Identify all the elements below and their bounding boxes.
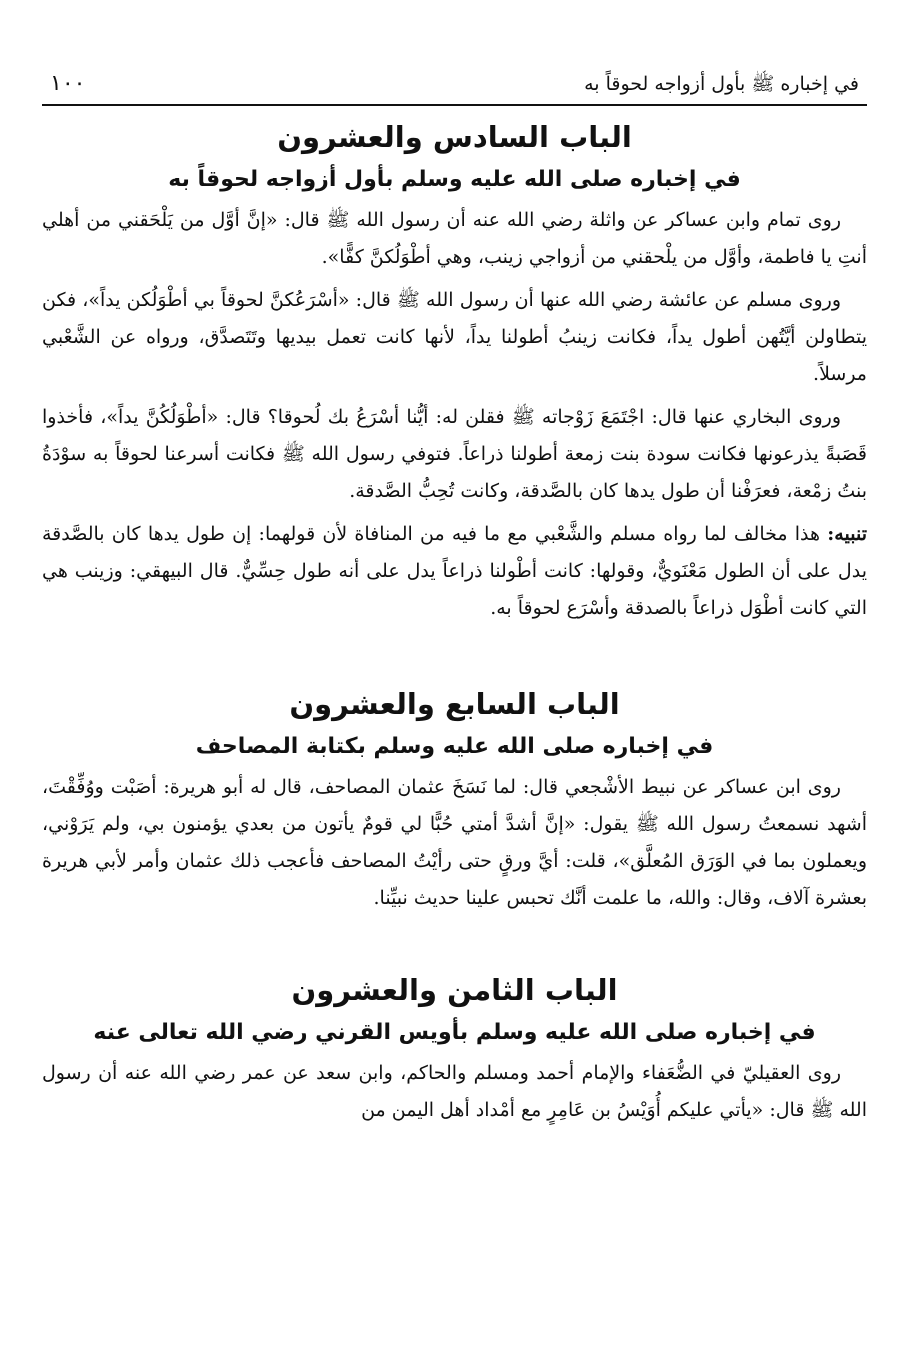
chapter-28 [42,971,867,1129]
running-title: في إخباره ﷺ بأول أزواجه لحوقاً به [584,73,859,95]
note-label: تنبيه: [827,523,867,545]
chapter-26 [42,118,867,627]
chapter-subtitle: في إخباره صلى الله عليه وسلم بأول أزواجه لحوقاً به [168,167,741,192]
chapter-subtitle: في إخباره صلى الله عليه وسلم بكتابة المصاحف [195,734,714,759]
paragraph: وروى مسلم عن عائشة رضي الله عنها أن رسول الله ﷺ قال: «أسْرَعُكنَّ لحوقاً بي أطْوَلُكن يداً»، فكن يتطاولن أيَّتُهن أطول يداً، فكانت زينبُ أطولنا يداً، لأنها كانت تعمل بيديها وتَتَصدَّق، ورواه عن الشَّعْبي مرسلاً. [42,289,867,385]
page-number: ١٠٠ [50,71,86,96]
paragraph: روى ابن عساكر عن نبيط الأشْجعي قال: لما نَسَخَ عثمان المصاحف، قال له أبو هريرة: أصَبْت ووُفِّقْتَ، أشهد نسمعتُ رسول الله ﷺ يقول: «إنَّ أشدَّ أمتي حُبًّا لي قومٌ يأتون من بعدي يؤمنون بي، ولم يَرَوْني، ويعملون بما في الوَرَق المُعلَّق»، قلت: أيَّ ورقٍ حتى رأيْتُ المصاحف فأعجب ذلك عثمان وأمر لأبي هريرة بعشرة آلاف، وقال: والله، ما علمت أنَّك تحبس علينا حديث نبيِّنا. [42,776,867,909]
note-text: هذا مخالف لما رواه مسلم والشَّعْبي مع ما فيه من المنافاة لأن قولهما: إن طول يدها كان بالصَّدقة يدل على أن الطول مَعْنَويٌّ، وقولها: كانت أطْولنا ذراعاً يدل على أنه طول حِسِّيٌّ. قال البيهقي: وزينب هي التي كانت أطْوَل ذراعاً بالصدقة وأسْرَع لحوقاً به. [42,523,867,619]
note-paragraph [42,516,867,627]
running-header [42,70,867,106]
chapter-subtitle: في إخباره صلى الله عليه وسلم بأويس القرني رضي الله تعالى عنه [93,1020,816,1045]
chapter-title: الباب السابع والعشرون [289,687,620,721]
chapter-title: الباب السادس والعشرون [277,120,632,154]
paragraph: وروى البخاري عنها قال: اجْتَمَعَ زَوْجاته ﷺ فقلن له: أيُّنا أسْرَعُ بك لُحوقا؟ قال: «أطْوَلُكُنَّ يداً»، فأخذوا قَصَبةً يذرعونها فكانت سودة بنت زمعة أطولنا ذراعاً. فتوفي رسول الله ﷺ فكانت أسرعنا لحوقاً به سوْدَةُ بنتُ زمْعة، فعرَفْنا أن طول يدها كان بالصَّدقة، وكانت تُحِبُّ الصَّدقة. [42,406,867,502]
paragraph: روى تمام وابن عساكر عن واثلة رضي الله عنه أن رسول الله ﷺ قال: «إنَّ أوَّل من يَلْحَقني من أهلي أنتِ يا فاطمة، وأوَّل من يلْحقني من أزواجي زينب، وهي أطْوَلُكنَّ كفًّا». [42,209,867,268]
chapter-title: الباب الثامن والعشرون [291,973,618,1007]
paragraph: روى العقيليّ في الضُّعَفاء والإمام أحمد ومسلم والحاكم، وابن سعد عن عمر رضي الله عنه أن رسول الله ﷺ قال: «يأتي عليكم أُوَيْسُ بن عَامِرٍ مع أمْداد أهل اليمن من [42,1062,867,1121]
chapter-27 [42,685,867,917]
